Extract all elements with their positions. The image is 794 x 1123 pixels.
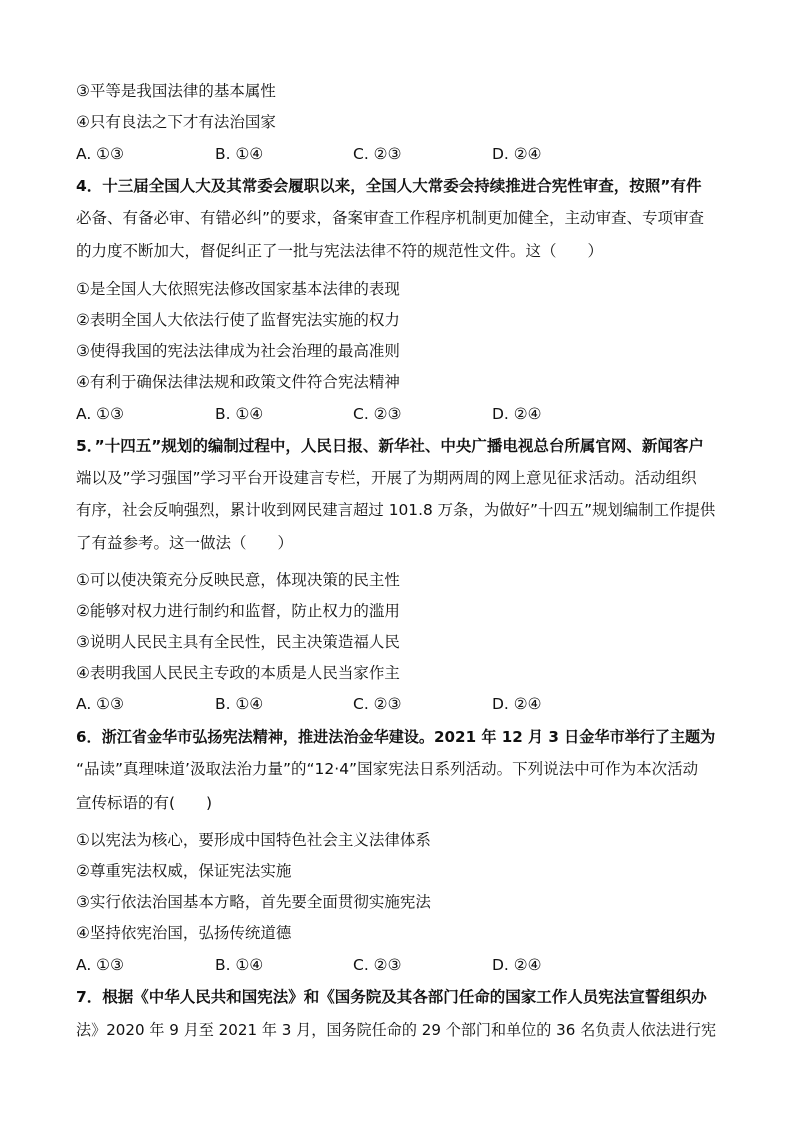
option-b: B. ①④ — [215, 956, 264, 974]
option-b: B. ①④ — [215, 405, 264, 423]
statement-4: ④有利于确保法律法规和政策文件符合宪法精神 — [76, 373, 400, 391]
question-5-stem: 5．”十四五”规划的编制过程中，人民日报、新华社、中央广播电视总台所属官网、新闻客户 — [76, 437, 704, 455]
option-a: A. ①③ — [76, 695, 124, 713]
options-row — [76, 955, 716, 975]
option-c: C. ②③ — [353, 145, 402, 163]
options-row — [76, 144, 716, 164]
statement-2: ②尊重宪法权威，保证宪法实施 — [76, 862, 292, 880]
option-c: C. ②③ — [353, 695, 402, 713]
question-4-stem: 必备、有备必审、有错必纠”的要求，备案审查工作程序机制更加健全，主动审查、专项审查 — [76, 209, 705, 227]
statement-3: ③实行依法治国基本方略，首先要全面贯彻实施宪法 — [76, 893, 431, 911]
statement-4: ④表明我国人民民主专政的本质是人民当家作主 — [76, 664, 400, 682]
statement-2: ②表明全国人大依法行使了监督宪法实施的权力 — [76, 311, 400, 329]
question-5-stem: 了有益参考。这一做法（ ） — [76, 534, 294, 552]
question-6-stem: “品读”真理味道’汲取法治力量”的“12·4”国家宪法日系列活动。下列说法中可作为本次活动 — [76, 760, 699, 778]
option-a: A. ①③ — [76, 145, 124, 163]
options-row — [76, 694, 716, 714]
statement-3: ③说明人民民主具有全民性，民主决策造福人民 — [76, 633, 400, 651]
statement-4: ④只有良法之下才有法治国家 — [76, 113, 276, 131]
option-d: D. ②④ — [492, 145, 542, 163]
statement-3: ③平等是我国法律的基本属性 — [76, 82, 276, 100]
option-a: A. ①③ — [76, 956, 124, 974]
option-d: D. ②④ — [492, 405, 542, 423]
option-d: D. ②④ — [492, 956, 542, 974]
option-b: B. ①④ — [215, 145, 264, 163]
statement-1: ①以宪法为核心，要形成中国特色社会主义法律体系 — [76, 831, 431, 849]
option-b: B. ①④ — [215, 695, 264, 713]
option-c: C. ②③ — [353, 956, 402, 974]
question-4-stem: 4．十三届全国人大及其常委会履职以来，全国人大常委会持续推进合宪性审查，按照”有件 — [76, 177, 702, 195]
question-5-stem: 端以及”学习强国”学习平台开设建言专栏，开展了为期两周的网上意见征求活动。活动组织 — [76, 469, 697, 487]
question-5-stem: 有序，社会反响强烈，累计收到网民建言超过 101.8 万条，为做好”十四五”规划编制工作提供 — [76, 501, 716, 519]
question-4-stem: 的力度不断加大，督促纠正了一批与宪法法律不符的规范性文件。这（ ） — [76, 242, 604, 260]
statement-4: ④坚持依宪治国，弘扬传统道德 — [76, 924, 292, 942]
question-7-stem: 7．根据《中华人民共和国宪法》和《国务院及其各部门任命的国家工作人员宪法宣誓组织办 — [76, 988, 707, 1006]
options-row — [76, 404, 716, 424]
option-c: C. ②③ — [353, 405, 402, 423]
statement-1: ①可以使决策充分反映民意，体现决策的民主性 — [76, 571, 400, 589]
statement-2: ②能够对权力进行制约和监督，防止权力的滥用 — [76, 602, 400, 620]
option-a: A. ①③ — [76, 405, 124, 423]
question-7-stem: 法》2020 年 9 月至 2021 年 3 月，国务院任命的 29 个部门和单位的 36 名负责人依法进行宪 — [76, 1021, 717, 1039]
option-d: D. ②④ — [492, 695, 542, 713]
question-6-stem: 6．浙江省金华市弘扬宪法精神，推进法治金华建设。2021 年 12 月 3 日金华市举行了主题为 — [76, 728, 716, 746]
statement-3: ③使得我国的宪法法律成为社会治理的最高准则 — [76, 342, 400, 360]
statement-1: ①是全国人大依照宪法修改国家基本法律的表现 — [76, 280, 400, 298]
question-6-stem: 宣传标语的有( ) — [76, 794, 213, 812]
